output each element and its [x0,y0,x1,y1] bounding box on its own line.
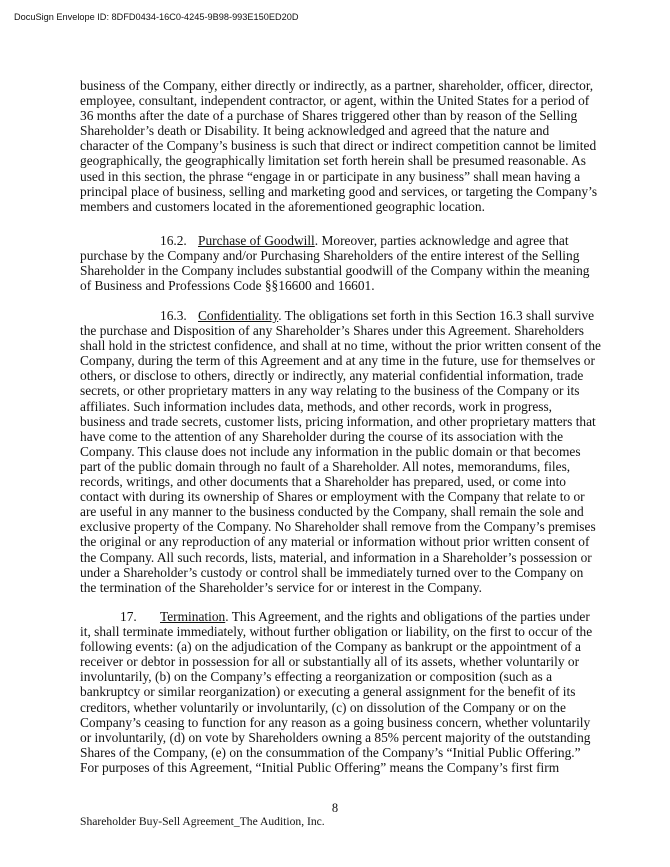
text-line: For purposes of this Agreement, “Initial Public Offering” means the Company’s first firm [80,759,560,775]
text-line: of Business and Professions Code §§16600 and 16601. [80,278,375,294]
section-body [80,248,620,293]
text-line: exclusive property of the Company. No Shareholder shall remove from the Company’s premises [80,519,596,535]
text-line: have come to the attention of any Shareholder during the course of its association with the [80,428,564,444]
text-line: Shareholder in the Company includes substantial goodwill of the Company within the meaning [80,263,590,279]
paragraph-noncompete-continued [80,78,620,214]
section-title: Confidentiality [198,308,279,323]
text-line: affiliates. Such information includes data, methods, and other records, work in progress, [80,398,553,414]
section-16-2-purchase-of-goodwill [80,233,620,293]
text-line: the original or any reproduction of any material or information without prior written consent of [80,534,590,550]
section-title: Termination [160,609,226,624]
text-line: bankruptcy or similar reorganization) or executing a general assignment for the benefit of its [80,684,576,700]
section-17-termination [80,609,620,775]
text-line: used in this section, the phrase “engage in or participate in any business” shall mean having a [80,168,581,184]
text-line: business and trade secrets, customer lists, pricing information, and other proprietary matters that [80,413,596,429]
text-line: 36 months after the date of a purchase of Shares triggered other than by reason of the Selling [80,108,578,124]
text-line: the Company. All such records, lists, material, and information in a Shareholder’s possession or [80,549,592,565]
text-line: business of the Company, either directly or indirectly, as a partner, shareholder, officer, director, [80,78,594,93]
section-number: 16.3. [160,308,187,323]
text-line: the purchase and Disposition of any Shareholder’s Shares under this Agreement. Shareholders [80,323,585,339]
text-line: principal place of business, selling and marketing good and services, or targeting the Company’s [80,183,598,199]
section-first-line-text: . This Agreement, and the rights and obligations of the parties under [225,609,590,624]
section-heading-line [80,609,620,624]
section-heading-line [80,233,620,248]
document-footer: Shareholder Buy-Sell Agreement_The Audition, Inc. [80,815,325,828]
section-title: Purchase of Goodwill [198,233,315,248]
text-line: are useful in any manner to the business conducted by the Company, shall remain the sole and [80,504,584,520]
text-line: character of the Company’s business is such that direct or indirect competition cannot be limited [80,138,597,154]
text-line: or involuntarily, (d) on vote by Shareholders owning a 85% percent majority of the outstanding [80,729,591,745]
page-number: 8 [331,801,339,815]
text-line: receiver or debtor in possession for all or substantially all of its assets, whether voluntarily or [80,654,580,670]
text-line: records, writings, and other documents that a Shareholder has prepared, used, or come into [80,474,567,490]
text-line: Company’s ceasing to function for any reason as a going business concern, whether voluntarily [80,714,591,730]
text-line: Shares of the Company, (e) on the consummation of the Company’s “Initial Public Offering.” [80,744,581,760]
text-line: geographically, the geographically limitation set forth herein shall be presumed reasonable. As [80,153,586,169]
docusign-envelope-id: DocuSign Envelope ID: 8DFD0434-16C0-4245-9B98-993E150ED20D [14,12,299,22]
text-line: it, shall terminate immediately, without further obligation or liability, on the first to occur of the [80,624,593,640]
section-first-line-text: . The obligations set forth in this Section 16.3 shall survive [278,308,595,323]
text-line: shall hold in the strictest confidence, and shall at no time, without the prior written consent of the [80,338,601,354]
text-line: employee, consultant, independent contractor, or agent, within the United States for a period of [80,93,590,109]
text-line: part of the public domain through no fault of a Shareholder. All notes, memorandums, files, [80,458,571,474]
text-line: contact with during its ownership of Shares or employment with the Company that relate to or [80,489,585,505]
text-line: involuntarily, (b) on the Company’s effecting a reorganization or composition (such as a [80,669,553,685]
section-number: 17. [120,609,137,624]
text-line: Company. This clause does not include any information in the public domain or that becomes [80,443,581,459]
text-line: others, or disclose to others, directly or indirectly, any material confidential information, trade [80,368,584,384]
section-number: 16.2. [160,233,187,248]
text-line: members and customers located in the aforementioned geographic location. [80,198,485,214]
text-line: following events: (a) on the adjudication of the Company as bankrupt or the appointment of a [80,639,581,655]
text-line: Shareholder’s death or Disability. It being acknowledged and agreed that the nature and [80,123,550,139]
section-first-line-text: . Moreover, parties acknowledge and agree that [314,233,569,248]
section-heading-line [80,308,620,323]
text-line: the termination of the Shareholder’s service for or interest in the Company. [80,579,482,595]
text-line: under a Shareholder’s custody or control shall be immediately turned over to the Company on [80,564,584,580]
text-line: purchase by the Company and/or Purchasing Shareholders of the entire interest of the Selling [80,248,580,264]
text-line: creditors, whether voluntarily or involuntarily, (c) on dissolution of the Company or on the [80,699,566,715]
text-line: Company, during the term of this Agreement and at any time in the future, use for themselves or [80,353,595,369]
section-body [80,323,620,595]
text-line: secrets, or other proprietary matters in any way relating to the business of the Company or its [80,383,580,399]
section-body [80,624,620,775]
section-16-3-confidentiality [80,308,620,595]
